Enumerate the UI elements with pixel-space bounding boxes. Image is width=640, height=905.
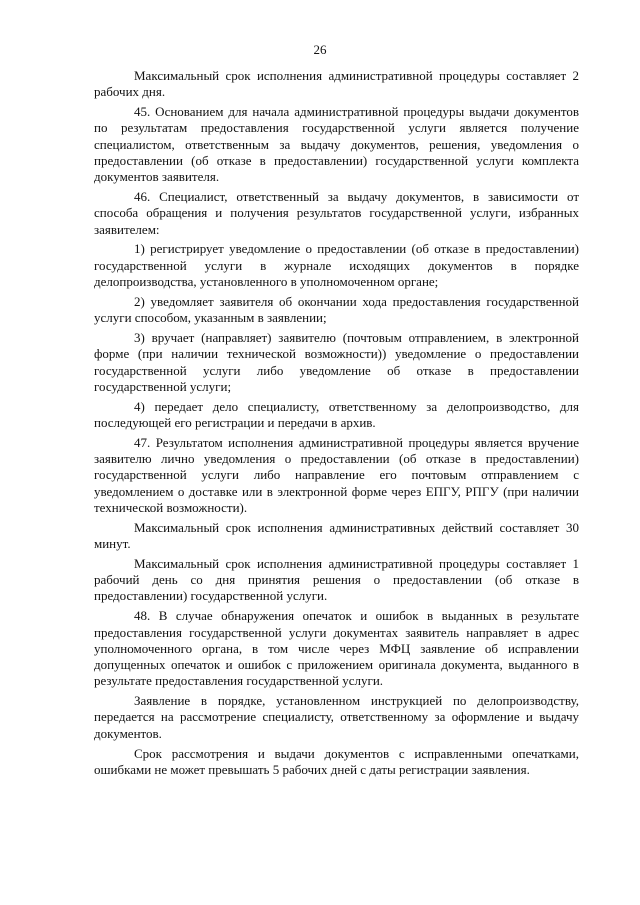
paragraph-46-item-1: 1) регистрирует уведомление о предоставлении (об отказе в предоставлении) государственной услуги в журнале исходящих документов в порядке делопроизводства, установленного в уполномоченном органе; [94,241,579,290]
paragraph-max-term-30-minutes: Максимальный срок исполнения административных действий составляет 30 минут. [94,519,579,552]
document-body [94,68,579,782]
page-number: 26 [313,42,327,57]
paragraph-application-transfer: Заявление в порядке, установленном инструкцией по делопроизводству, передается на рассмотрение специалисту, ответственному за оформление и выдачу документов. [94,693,579,741]
paragraph-max-term-1-day: Максимальный срок исполнения административной процедуры составляет 1 рабочий день со дня принятия решения о предоставлении (об отказе в предоставлении) государственной услуги. [94,555,579,604]
paragraph-correction-term: Срок рассмотрения и выдачи документов с исправленными опечатками, ошибками не может превышать 5 рабочих дней с даты регистрации заявления. [94,745,579,777]
paragraph-46: 46. Специалист, ответственный за выдачу документов, в зависимости от способа обращения и получения результатов государственной услуги, избранных заявителем: [94,189,579,237]
paragraph-46-item-2: 2) уведомляет заявителя об окончании хода предоставления государственной услуги способом, указанным в заявлении; [94,293,579,326]
paragraph-46-item-3: 3) вручает (направляет) заявителю (почтовым отправлением, в электронной форме (при наличии технической возможности)) уведомление о предоставлении государственной услуги либо уведомление об отказе в предоставлении государственной услуги; [94,329,579,394]
paragraph-48: 48. В случае обнаружения опечаток и ошибок в выданных в результате предоставления государственной услуги документах заявитель направляет в адрес уполномоченного органа, в том числе через МФЦ заявление об исправлении допущенных опечаток и ошибок с приложением оригинала документа, выданного в результате предоставления государственной услуги. [94,608,579,689]
paragraph-max-term-2-days: Максимальный срок исполнения административной процедуры составляет 2 рабочих дня. [94,68,579,100]
paragraph-46-item-4: 4) передает дело специалисту, ответственному за делопроизводство, для последующей его регистрации и передачи в архив. [94,398,579,430]
paragraph-47: 47. Результатом исполнения административной процедуры является вручение заявителю лично уведомления о предоставлении (об отказе в предоставлении) государственной услуги либо направление его почтовым отправлением с уведомлением о доставке или в электронной форме через ЕПГУ, РПГУ (при наличии технической возможности). [94,434,579,515]
paragraph-45: 45. Основанием для начала административной процедуры выдачи документов по результатам предоставления государственной услуги является получение специалистом, ответственным за выдачу документов, решения, уведомления о предоставлении (об отказе в предоставлении) государственной услуги комплекта документов заявителя. [94,104,579,185]
